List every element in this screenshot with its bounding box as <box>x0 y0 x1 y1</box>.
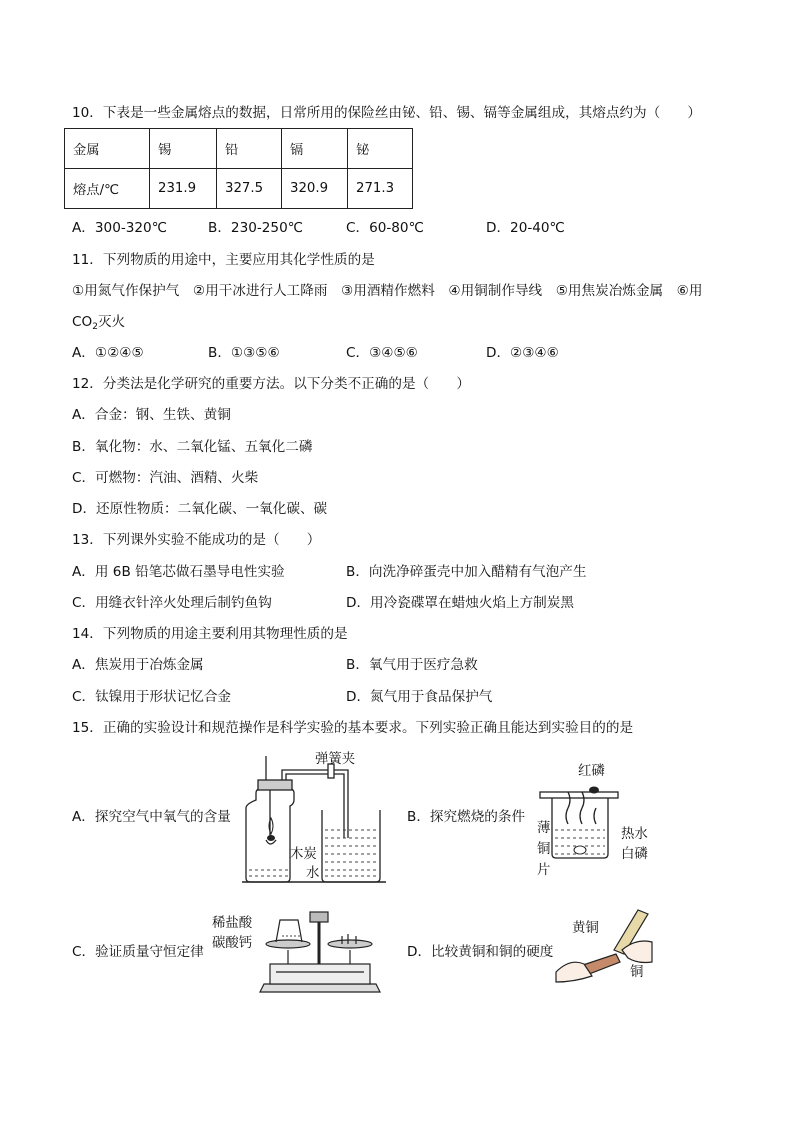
q10-option-c: C．60-80℃ <box>346 220 424 236</box>
table-cell: 320.9 <box>282 169 348 209</box>
q13-stem: 13．下列课外实验不能成功的是（ ） <box>72 532 321 548</box>
label-dilute-hcl: 稀盐酸 <box>212 916 253 931</box>
q14-option-d: D．氮气用于食品保护气 <box>346 689 493 705</box>
q15-option-a: A．探究空气中氧气的含量 <box>72 809 231 825</box>
figure-b-apparatus <box>538 778 628 868</box>
q10-option-a: A．300-320℃ <box>72 220 167 236</box>
label-charcoal: 木炭 <box>290 847 317 862</box>
q12-option-c: C．可燃物：汽油、酒精、火柴 <box>72 470 259 486</box>
q11-items-line2-rest: 灭火 <box>97 314 126 330</box>
label-white-phosphorus: 白磷 <box>621 847 648 862</box>
q14-option-a: A．焦炭用于冶炼金属 <box>72 657 204 673</box>
table-row <box>65 129 413 169</box>
q14-option-c: C．钛镍用于形状记忆合金 <box>72 689 232 705</box>
q12-option-a: A．合金：钢、生铁、黄铜 <box>72 407 231 423</box>
q11-option-c: C．③④⑤⑥ <box>346 345 418 361</box>
q15-option-c: C．验证质量守恒定律 <box>72 944 204 960</box>
q10-stem: 10．下表是一些金属熔点的数据，日常所用的保险丝由铋、铅、锡、镉等金属组成，其熔点约为（ ） <box>72 105 702 121</box>
q15-option-d: D．比较黄铜和铜的硬度 <box>407 944 554 960</box>
q13-option-b: B．向洗净碎蛋壳中加入醋精有气泡产生 <box>346 564 587 580</box>
table-cell: 镉 <box>282 129 348 169</box>
label-spring-clip: 弹簧夹 <box>315 752 356 767</box>
table-row <box>65 169 413 209</box>
table-cell: 锡 <box>150 129 217 169</box>
table-cell: 铅 <box>217 129 282 169</box>
q13-option-d: D．用冷瓷碟罩在蜡烛火焰上方制炭黑 <box>346 595 574 611</box>
q11-items-line2 <box>72 313 125 336</box>
q14-stem: 14．下列物质的用途主要利用其物理性质的是 <box>72 626 348 642</box>
q10-option-b: B．230-250℃ <box>208 220 303 236</box>
label-copper: 铜 <box>537 842 551 857</box>
label-copper-d: 铜 <box>630 965 644 980</box>
q15-stem: 15．正确的实验设计和规范操作是科学实验的基本要求。下列实验正确且能达到实验目的的是 <box>72 720 634 736</box>
melting-point-table <box>64 128 413 209</box>
q11-option-d: D．②③④⑥ <box>486 345 559 361</box>
label-sheet: 片 <box>537 863 551 878</box>
q11-option-a: A．①②④⑤ <box>72 345 144 361</box>
figure-c-balance <box>258 906 382 998</box>
q11-option-b: B．①③⑤⑥ <box>208 345 280 361</box>
label-hot-water: 热水 <box>621 827 648 842</box>
q10-option-d: D．20-40℃ <box>486 220 565 236</box>
q13-option-c: C．用缝衣针淬火处理后制钓鱼钩 <box>72 595 272 611</box>
table-cell: 231.9 <box>150 169 217 209</box>
q11-items-line1: ①用氮气作保护气 ②用干冰进行人工降雨 ③用酒精作燃料 ④用铜制作导线 ⑤用焦炭冶炼金属 ⑥用 <box>72 283 703 299</box>
label-red-phosphorus: 红磷 <box>578 764 605 779</box>
q12-stem: 12．分类法是化学研究的重要方法。以下分类不正确的是（ ） <box>72 376 470 392</box>
subscript-2: 2 <box>92 322 98 332</box>
table-cell: 熔点/℃ <box>65 169 150 209</box>
q12-option-d: D．还原性物质：二氧化碳、一氧化碳、碳 <box>72 501 328 517</box>
q14-option-b: B．氧气用于医疗急救 <box>346 657 478 673</box>
table-cell: 金属 <box>65 129 150 169</box>
table-cell: 327.5 <box>217 169 282 209</box>
table-cell: 铋 <box>348 129 413 169</box>
q11-stem: 11．下列物质的用途中，主要应用其化学性质的是 <box>72 252 375 268</box>
q13-option-a: A．用 6B 铅笔芯做石墨导电性实验 <box>72 564 285 580</box>
q15-option-b: B．探究燃烧的条件 <box>407 809 526 825</box>
label-thin: 薄 <box>537 821 551 836</box>
table-cell: 271.3 <box>348 169 413 209</box>
q12-option-b: B．氧化物：水、二氧化锰、五氧化二磷 <box>72 439 313 455</box>
label-calcium-carbonate: 碳酸钙 <box>212 936 253 951</box>
label-brass: 黄铜 <box>572 921 599 936</box>
co-text: CO <box>72 314 93 330</box>
label-water: 水 <box>306 866 320 881</box>
